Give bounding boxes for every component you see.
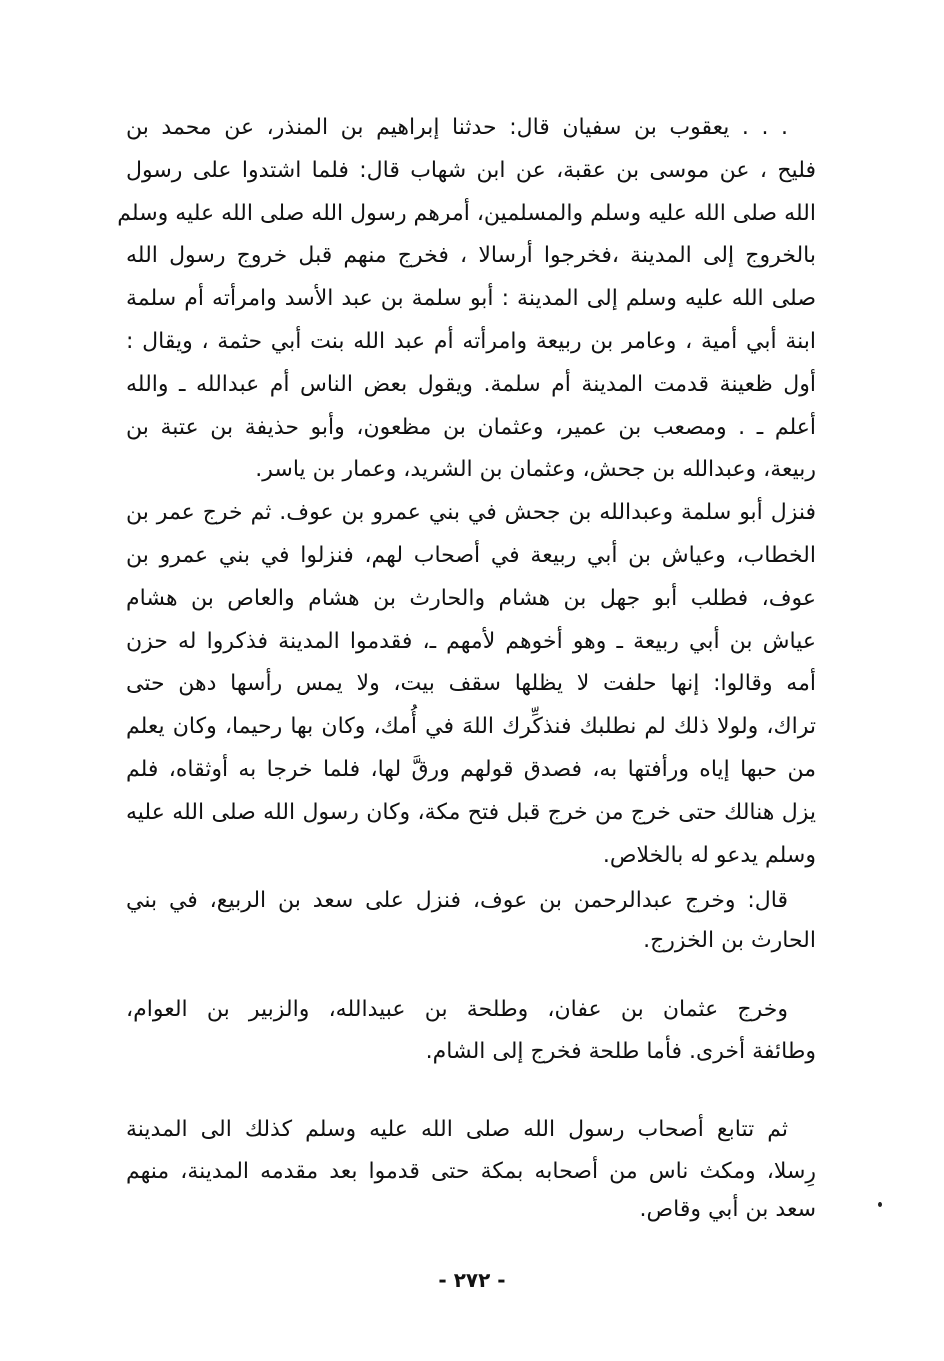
text-line: من حبها إياه ورأفتها به، فصدق قولهم ورقَّ لها، فلما خرجا به أوثقاه، فلم [126,757,816,782]
text-line: أعلم ـ . ومصعب بن عمير، وعثمان بن مظعون، وأبو حذيفة بن عتبة بن [126,415,816,440]
text-line: فنزل أبو سلمة وعبدالله بن جحش في بني عمرو بن عوف. ثم خرج عمر بن [126,500,816,525]
text-line: أمه وقالوا: إنها حلفت لا يظلها سقف بيت، ولا يمس رأسها دهن حتى [126,671,816,696]
text-line: الخطاب، وعياش بن أبي ربيعة في أصحاب لهم، فنزلوا في بني عمرو بن [126,543,816,568]
text-line: عياش بن أبي ربيعة ـ وهو أخوهم لأمهم ـ، فقدموا المدينة فذكروا له حزن [126,629,816,654]
text-line: فليح ، عن موسى بن عقبة، عن ابن شهاب قال: فلما اشتدوا على رسول [126,158,816,183]
text-line: رِسلا، ومكث ناس من أصحابه بمكة حتى قدموا بعد مقدمه المدينة، منهم [126,1159,816,1184]
text-line: عوف، فطلب أبو جهل بن هشام والحارث بن هشام والعاص بن هشام [126,586,816,611]
scan-speck [878,1202,882,1207]
text-line: ثم تتابع أصحاب رسول الله صلى الله عليه وسلم كذلك الى المدينة [126,1117,788,1142]
text-line: يزل هنالك حتى خرج من خرج قبل فتح مكة، وكان رسول الله صلى الله عليه [126,800,816,825]
text-line: تراك، ولولا ذلك لم نطلبك فنذكِّرك اللهَ في أُمك، وكان بها رحيما، وكان يعلم [126,714,816,739]
text-line: صلى الله عليه وسلم إلى المدينة : أبو سلمة بن عبد الأسد وامرأته أم سلمة [126,286,816,311]
text-line: . . . يعقوب بن سفيان قال: حدثنا إبراهيم بن المنذر، عن محمد بن [126,115,788,140]
text-line: أول ظعينة قدمت المدينة أم سلمة. ويقول بعض الناس أم عبدالله ـ والله [126,372,816,397]
text-line: وخرج عثمان بن عفان، وطلحة بن عبيدالله، والزبير بن العوام، [126,997,788,1022]
text-line: وطائفة أخرى. فأما طلحة فخرج إلى الشام. [425,1039,816,1064]
text-line: وسلم يدعو له بالخلاص. [602,843,816,868]
page-number: - ٢٧٢ - [438,1268,506,1292]
text-line: سعد بن أبي وقاص. [639,1197,816,1222]
text-line: الله صلى الله عليه وسلم والمسلمين، أمرهم رسول الله صلى الله عليه وسلم [117,201,816,226]
text-line: ابنة أبي أمية ، وعامر بن ربيعة وامرأته أم عبد الله بنت أبي حثمة ، ويقال : [126,329,816,354]
text-line: ربيعة، وعبدالله بن جحش، وعثمان بن الشريد، وعمار بن ياسر. [255,457,816,482]
text-line: الحارث بن الخزرج. [643,928,816,953]
text-line: قال: وخرج عبدالرحمن بن عوف، فنزل على سعد بن الربيع، في بني [126,888,788,913]
text-line: بالخروج إلى المدينة ،فخرجوا أرسالا ، فخرج منهم قبل خروج رسول الله [126,243,816,268]
